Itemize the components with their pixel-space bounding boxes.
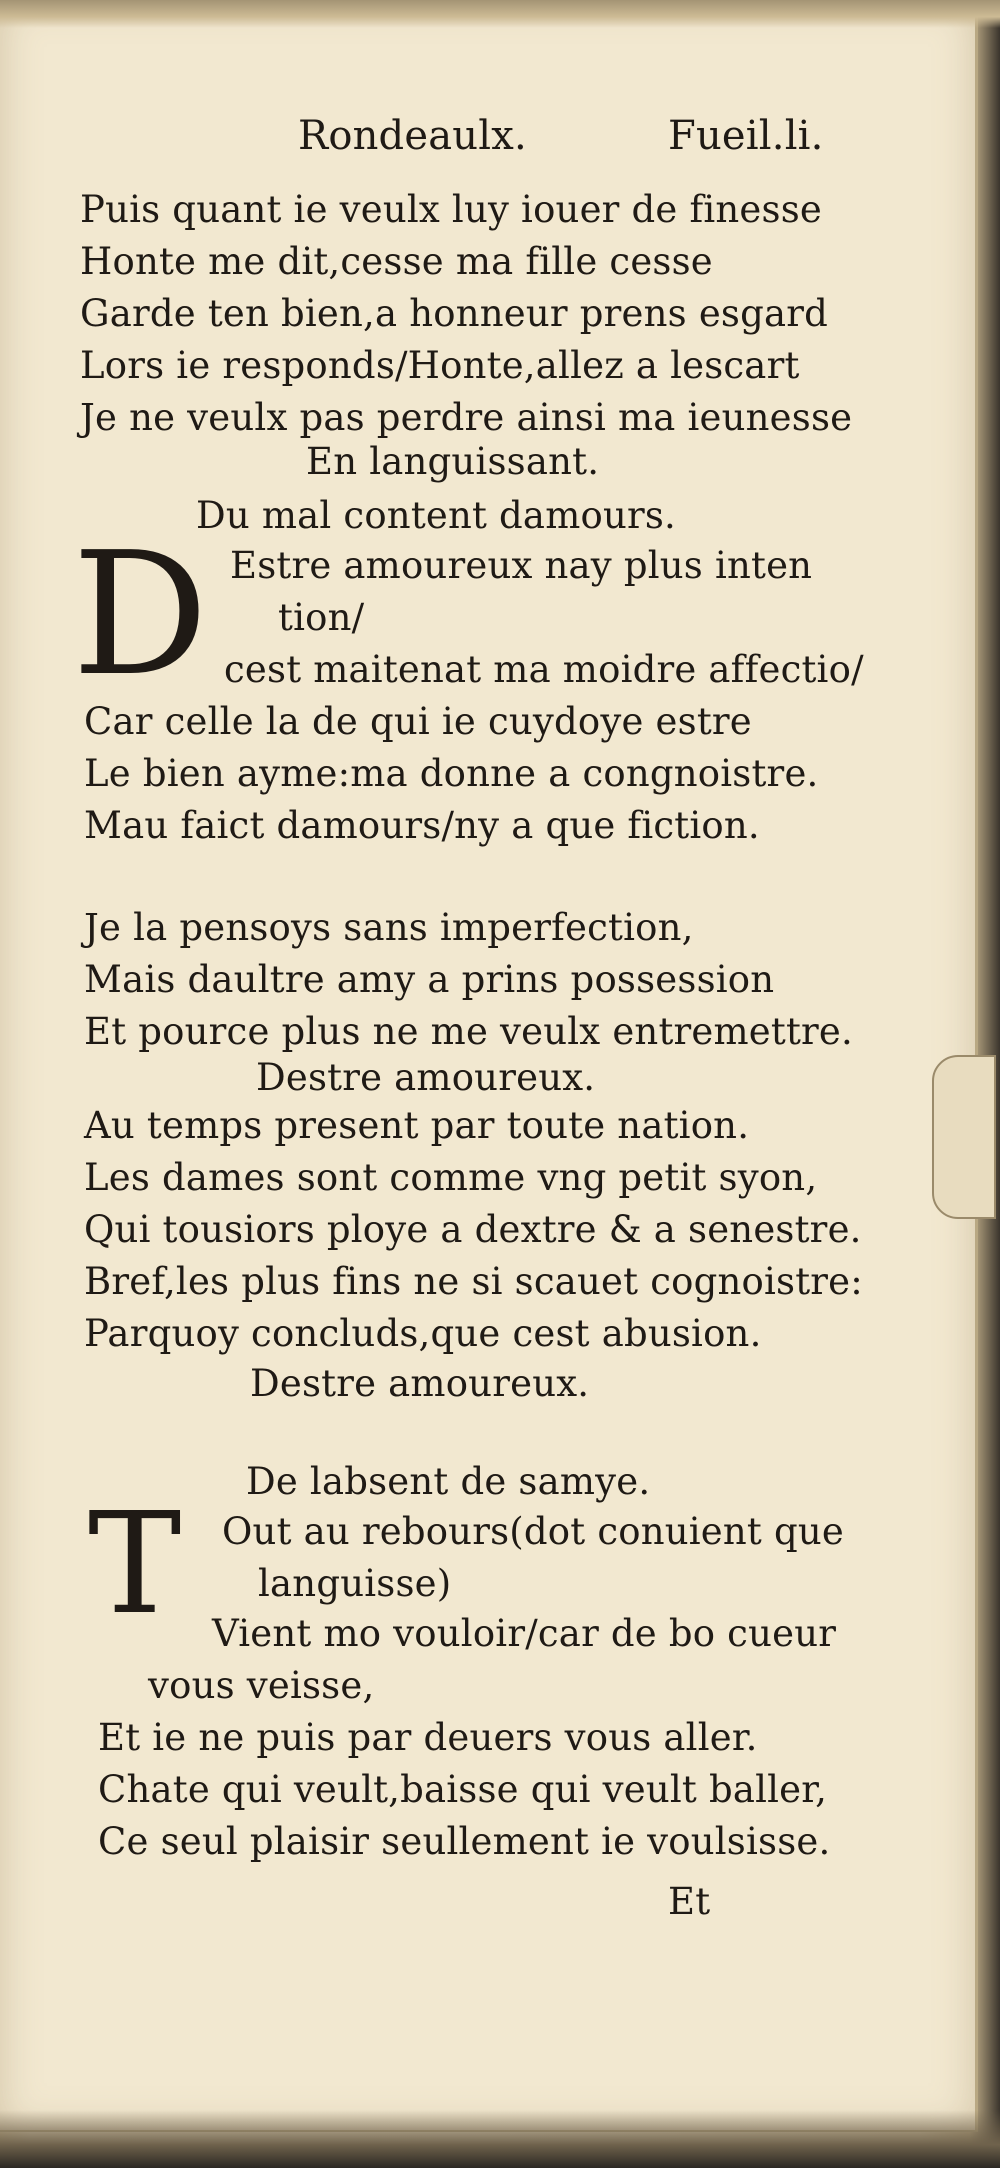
text-line: Mais daultre amy a prins possession [84,958,775,1001]
text-line: Chate qui veult,baisse qui veult baller, [98,1768,828,1811]
text-line: Qui tousiors ploye a dextre & a senestre. [84,1208,862,1251]
text-line: Puis quant ie veulx luy iouer de finesse [80,188,823,231]
text-line: Ce seul plaisir seullement ie voulsisse. [98,1820,831,1863]
text-line: Je la pensoys sans imperfection, [84,906,694,949]
text-line: Estre amoureux nay plus inten [230,544,813,587]
text-line: languisse) [258,1562,452,1605]
text-line: Et ie ne puis par deuers vous aller. [98,1716,758,1759]
page-tab-edge [932,1055,996,1219]
poem-title: Du mal content damours. [196,494,677,537]
text-line: Le bien ayme:ma donne a congnoistre. [84,752,819,795]
text-line: Vient mo vouloir/car de bo cueur [212,1612,837,1655]
text-line: Lors ie responds/Honte,allez a lescart [80,344,800,387]
page-bottom-edge [0,2110,1000,2168]
text-line: Et pource plus ne me veulx entremettre. [84,1010,853,1053]
catchword: Et [668,1880,711,1923]
text-line: Je ne veulx pas perdre ainsi ma ieunesse [80,396,853,439]
refrain-line: Destre amoureux. [250,1362,590,1405]
text-line: Garde ten bien,a honneur prens esgard [80,292,829,335]
poem-title: De labsent de samye. [246,1460,651,1503]
drop-capital: D [72,516,209,714]
text-line: Bref,les plus fins ne si scauet cognoistre: [84,1260,863,1303]
running-head-title: Rondeaulx. [298,113,527,159]
page-top-edge [0,0,1000,28]
text-line: Au temps present par toute nation. [84,1104,750,1147]
text-line: Car celle la de qui ie cuydoye estre [84,700,752,743]
drop-capital: T [88,1483,182,1646]
text-line: Mau faict damours/ny a que fiction. [84,804,760,847]
text-line: cest maitenat ma moidre affectio/ [224,648,864,691]
refrain-line: Destre amoureux. [256,1056,596,1099]
text-line: tion/ [278,596,365,639]
refrain-line: En languissant. [306,440,600,483]
text-line: Honte me dit,cesse ma fille cesse [80,240,713,283]
text-line: Out au rebours(dot conuient que [222,1510,844,1553]
text-line: Parquoy concluds,que cest abusion. [84,1312,762,1355]
text-line: vous veisse, [148,1664,375,1707]
text-line: Les dames sont comme vng petit syon, [84,1156,818,1199]
folio-number: Fueil.li. [668,113,824,159]
